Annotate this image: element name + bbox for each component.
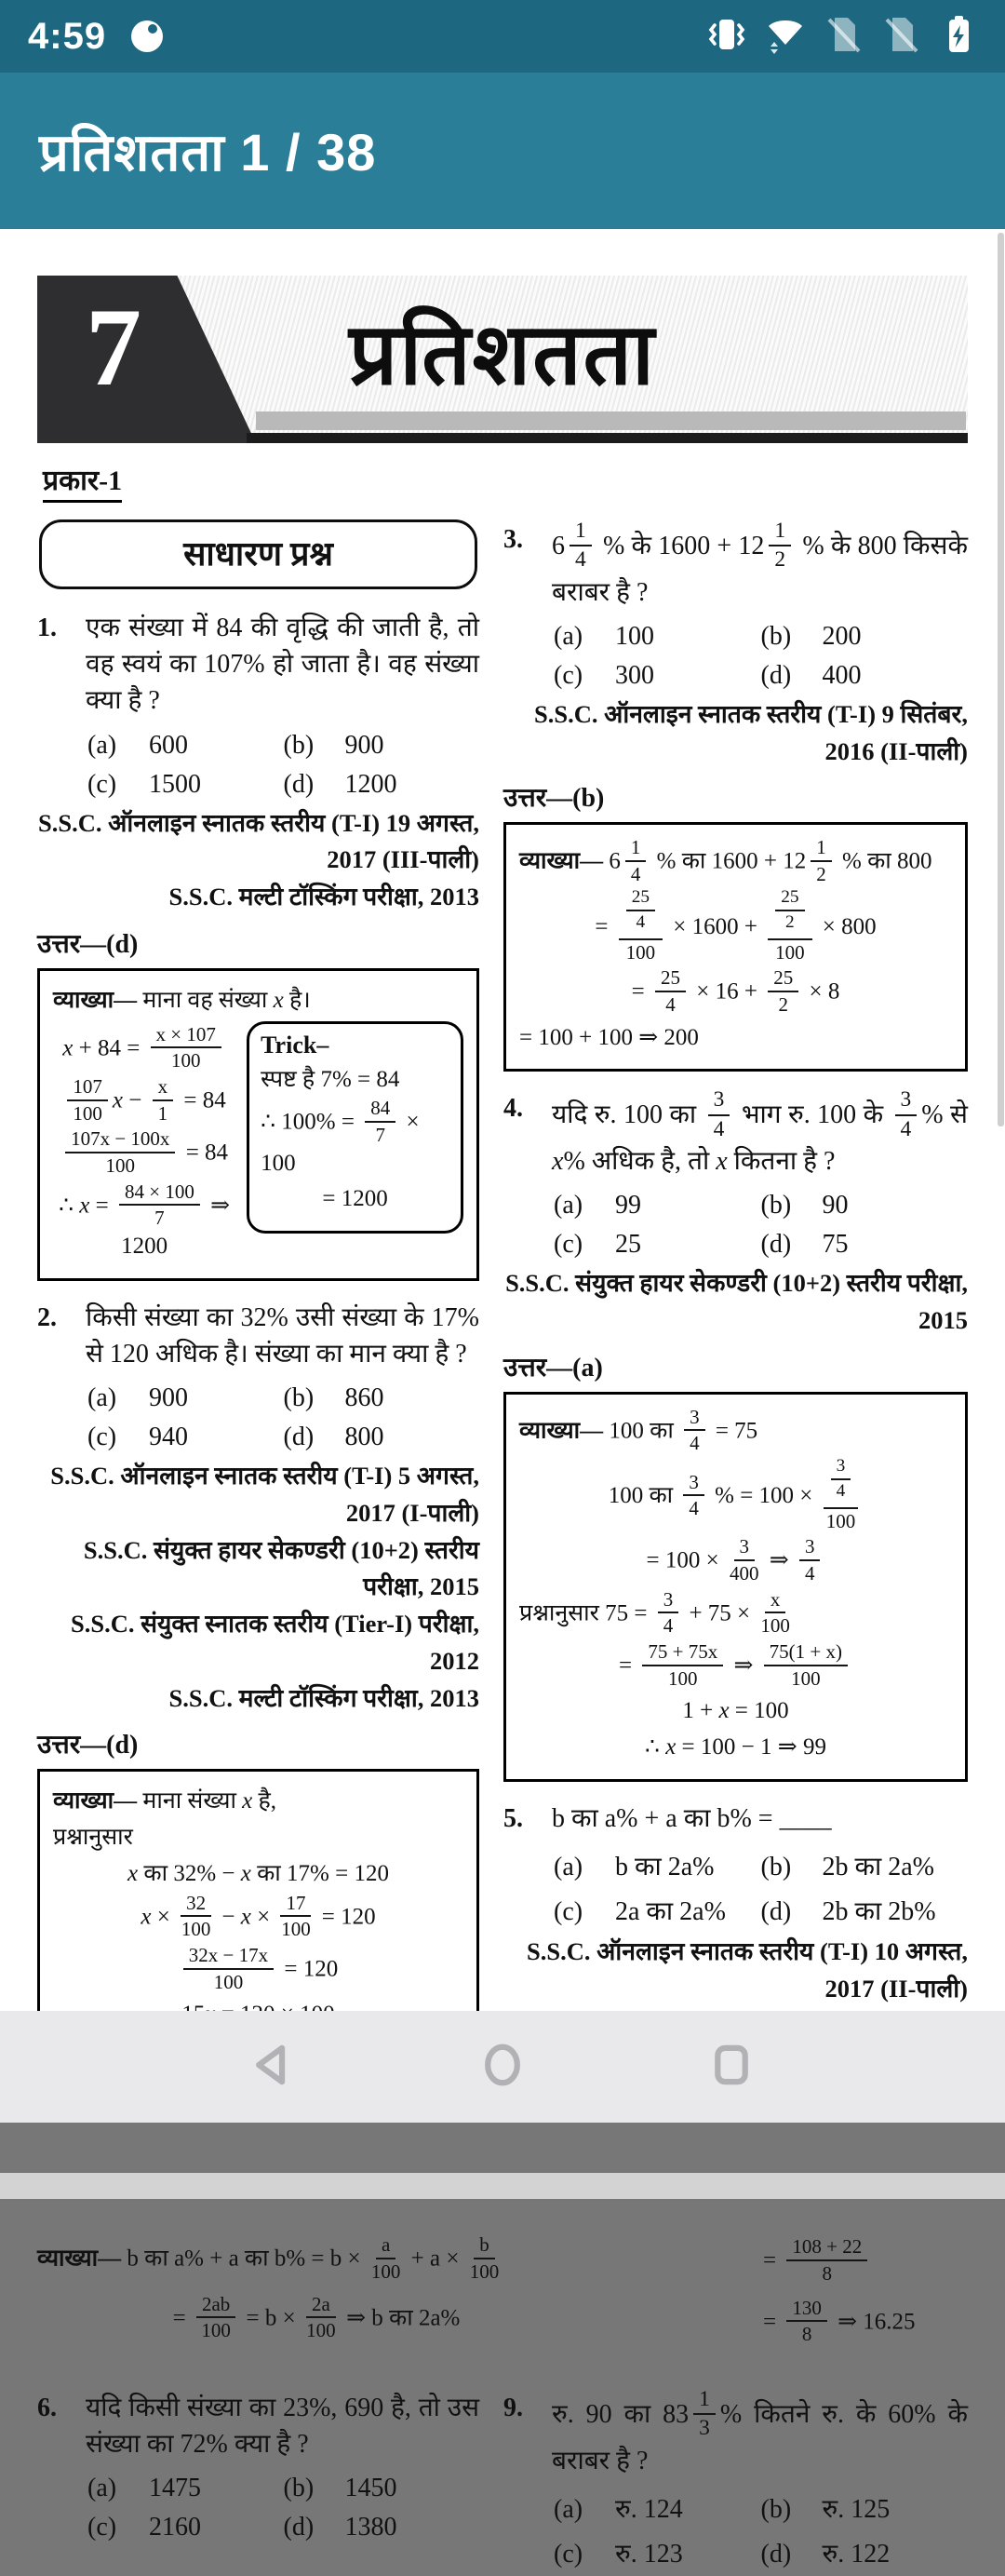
option-a: (a) रु. 124: [554, 2495, 683, 2524]
right-column: [503, 516, 968, 2060]
option-c: (c) 1500: [87, 769, 201, 799]
option-d: (d) 1380: [283, 2513, 397, 2542]
explanation-box-3: [503, 822, 968, 1072]
option-d: (d) 1200: [283, 769, 397, 799]
math-line: = $\frac{75 + 75x}{100}$ ⇒ $\frac{75(1 + x)}{100}$: [519, 1643, 952, 1691]
left-column: [37, 516, 479, 2123]
option-d: (d) 400: [760, 660, 862, 690]
sim-off-icon: [882, 13, 921, 61]
math-line: x × $\frac{32}{100}$ − x × $\frac{17}{100}$ = 120: [141, 1891, 376, 1941]
math-line: = $\frac{25}{4}$ × 16 + $\frac{25}{2}$ × 8: [631, 966, 840, 1016]
option-c: (c) रु. 123: [554, 2540, 683, 2569]
question-number: 3.: [503, 525, 523, 554]
math-line: = $\frac{130}{8}$ ⇒ 16.25: [763, 2296, 916, 2346]
exam-source: S.S.C. ऑनलाइन स्नातक स्तरीय (T-I) 5 अगस्त, 2017 (I-पाली): [50, 1462, 479, 1527]
option-d: (d) 800: [283, 1423, 384, 1452]
banner-gray-bar: [256, 411, 966, 430]
wifi-icon: [765, 13, 806, 61]
question-number: 2.: [37, 1302, 57, 1332]
back-button[interactable]: [248, 2041, 300, 2093]
math-line: प्रश्नानुसार 75 = $\frac{3}{4}$ + 75 × $\frac{x}{100}$: [519, 1587, 790, 1638]
option-a: (a) 99: [554, 1191, 641, 1221]
page-separator: [0, 2173, 1005, 2199]
question-number: 5.: [503, 1803, 523, 1833]
option-b: (b) 2b का 2a%: [760, 1853, 935, 1882]
option-d: (d) 75: [760, 1230, 849, 1260]
explanation-5: [37, 2225, 596, 2354]
option-b: (b) रु. 125: [760, 2495, 891, 2524]
banner-dark-bar: [247, 433, 968, 443]
option-a: (a) 100: [554, 621, 654, 651]
question-text: रु. 90 का 83 $\frac{1}{3}$ % कितने रु. के 60% के बराबर है ?: [552, 2387, 968, 2475]
question-5: [503, 1801, 968, 1934]
option-c: (c) 300: [554, 660, 654, 690]
question-text: 6 $\frac{1}{4}$ % के 1600 + 12 $\frac{1}{2}$ % के 800 किसके बराबर है ?: [552, 519, 968, 607]
scrollbar-thumb[interactable]: [998, 233, 1004, 1126]
recents-button[interactable]: [705, 2041, 757, 2093]
question-number: 4.: [503, 1094, 523, 1124]
option-a: (a) 900: [87, 1383, 188, 1413]
options: [552, 2490, 968, 2570]
trick-title: Trick–: [261, 1031, 329, 1059]
type-label: प्रकार-1: [43, 460, 122, 503]
math-line: व्याख्या— माना संख्या x है,: [53, 1788, 277, 1814]
exam-source: S.S.C. संयुक्त हायर सेकण्डरी (10+2) स्तरीय परीक्षा, 2015: [505, 1269, 968, 1334]
answer-label: उत्तर—(d): [37, 1731, 139, 1760]
option-c: (c) 940: [87, 1423, 188, 1452]
status-time: 4:59: [28, 15, 107, 57]
exam-source: S.S.C. संयुक्त स्नातक स्तरीय (Tier-I) परीक्षा, 2012: [71, 1610, 479, 1675]
question-text: यदि किसी संख्या का 23%, 690 है, तो उस संख्या का 72% क्या है ?: [86, 2394, 479, 2460]
solution-fragment: [763, 2225, 968, 2360]
option-a: (a) 1475: [87, 2474, 201, 2503]
status-bar: [0, 0, 1005, 73]
sim-off-icon: [824, 13, 864, 61]
question-1: [37, 610, 479, 805]
option-b: (b) 90: [760, 1191, 849, 1221]
question-4: [503, 1087, 968, 1265]
app-bar: [0, 73, 1005, 229]
math-line: = 100 × $\frac{3}{400}$ ⇒ $\frac{3}{4}$: [519, 1538, 952, 1585]
vibrate-icon: [707, 13, 746, 61]
math-line: $\frac{32x - 17x}{100}$ = 120: [53, 1947, 463, 1994]
question-text: b का a% + a का b% = ____: [552, 1803, 832, 1833]
document-page-1: [0, 229, 1005, 2123]
options: [552, 1191, 968, 1260]
math-line: x का 32% − x का 17% = 120: [127, 1860, 389, 1886]
explanation-box-4: [503, 1392, 968, 1782]
question-3: [503, 521, 968, 696]
exam-source: S.S.C. संयुक्त हायर सेकण्डरी (10+2) स्तरीय परीक्षा, 2015: [83, 1535, 479, 1601]
navigation-bar: [0, 2011, 1005, 2123]
question-text: किसी संख्या का 32% उसी संख्या के 17% से 120 अधिक है। संख्या का मान क्या है ?: [86, 1302, 479, 1369]
chapter-banner: [37, 276, 968, 443]
section-heading: साधारण प्रश्न: [39, 519, 477, 589]
math-line: = $\frac{108 + 22}{8}$: [763, 2238, 968, 2286]
option-c: (c) 25: [554, 1230, 641, 1260]
math-line: = 25 4 100 × 1600 + 25 2 100 × 800: [595, 886, 877, 964]
question-number: 6.: [37, 2394, 57, 2423]
home-icon: [478, 2041, 527, 2094]
options: [86, 2474, 479, 2542]
question-text: यदि रु. 100 का $\frac{3}{4}$ भाग रु. 100 के $\frac{3}{4}$ % से x% अधिक है, तो x कितना है ?: [552, 1087, 968, 1177]
question-2: [37, 1300, 479, 1458]
math-line: = 100 + 100 ⇒ 200: [519, 1024, 699, 1050]
battery-charging-icon: [940, 12, 977, 61]
exam-source: S.S.C. ऑनलाइन स्नातक स्तरीय (T-I) 19 अगस्त, 2017 (III-पाली): [38, 808, 479, 874]
options: [552, 622, 968, 691]
options: [86, 731, 479, 800]
math-line: प्रश्नानुसार: [53, 1825, 133, 1851]
exam-source: S.S.C. मल्टी टॉस्किंग परीक्षा, 2013: [168, 1683, 479, 1712]
chapter-number: 7: [86, 285, 141, 409]
math-line: व्याख्या— b का a% + a का b% = b × $\frac{a}{100}$ + a × $\frac{b}{100}$: [37, 2233, 500, 2284]
math-line: व्याख्या— माना वह संख्या x है।: [53, 987, 311, 1013]
question-text: एक संख्या में 84 की वृद्धि की जाती है, तो वह स्वयं का 107% हो जाता है। वह संख्या क्या है ?: [86, 614, 479, 716]
document-page-2: [0, 2199, 1005, 2576]
answer-label: उत्तर—(a): [503, 1353, 603, 1382]
explanation-box-1: [37, 968, 479, 1281]
option-b: (b) 1450: [283, 2474, 397, 2503]
math-line: स्पष्ट है 7% = 84: [261, 1066, 400, 1092]
question-number: 1.: [37, 614, 57, 642]
option-c: (c) 2160: [87, 2513, 201, 2542]
exam-source: S.S.C. ऑनलाइन स्नातक स्तरीय (T-I) 9 सितंबर, 2016 (II-पाली): [534, 699, 968, 765]
math-line: ∴ x = $\frac{84 \times 100}{7}$ ⇒ 1200: [59, 1180, 231, 1259]
exam-source: S.S.C. ऑनलाइन स्नातक स्तरीय (T-I) 10 अगस्त, 2017 (II-पाली): [527, 1937, 968, 2003]
options: [552, 1848, 968, 1928]
option-b: (b) 200: [760, 621, 862, 651]
option-d: (d) रु. 122: [760, 2540, 891, 2569]
math-line: व्याख्या— 100 का $\frac{3}{4}$ = 75: [519, 1405, 758, 1455]
option-c: (c) 2a का 2a%: [554, 1897, 726, 1927]
recents-icon: [707, 2041, 756, 2094]
math-line: = 1200: [322, 1186, 388, 1212]
math-line: = $\frac{2ab}{100}$ = b × $\frac{2a}{100}$ ⇒ b का 2a%: [172, 2292, 461, 2342]
options: [86, 1383, 479, 1452]
notification-app-icon: [127, 16, 168, 57]
math-line: ∴ x = 100 − 1 ⇒ 99: [645, 1734, 826, 1760]
exam-source: S.S.C. मल्टी टॉस्किंग परीक्षा, 2013: [168, 883, 479, 911]
trick-box: [247, 1021, 463, 1234]
math-line: ∴ 100% = $\frac{84}{7}$ × 100: [261, 1097, 420, 1176]
home-button[interactable]: [476, 2041, 529, 2093]
answer-label: उत्तर—(b): [503, 784, 605, 814]
document-viewer[interactable]: [0, 229, 1005, 2569]
math-line: $\frac{107}{100}$ x − $\frac{x}{1}$ = 84: [53, 1078, 235, 1126]
answer-label: उत्तर—(d): [37, 929, 139, 959]
math-line: 1 + x = 100: [682, 1698, 789, 1724]
question-9: [503, 2387, 968, 2576]
option-a: (a) b का 2a%: [554, 1853, 715, 1882]
option-b: (b) 900: [283, 730, 384, 760]
math-line: 100 का $\frac{3}{4}$ % = 100 × 3 4 100: [519, 1461, 952, 1533]
option-d: (d) 2b का 2b%: [760, 1897, 936, 1927]
option-a: (a) 600: [87, 730, 188, 760]
page-title: प्रतिशतता 1 / 38: [39, 123, 377, 182]
math-line: $\frac{107x - 100x}{100}$ = 84: [53, 1130, 235, 1178]
chapter-title: प्रतिशतता: [349, 307, 656, 402]
math-line: व्याख्या— 6 $\frac{1}{4}$ % का 1600 + 12 $\frac{1}{2}$ % का 800: [519, 836, 932, 886]
question-number: 9.: [503, 2394, 523, 2423]
math-line: x + 84 = $\frac{x \times 107}{100}$: [53, 1026, 235, 1073]
option-b: (b) 860: [283, 1383, 384, 1413]
question-6: [37, 2390, 479, 2548]
back-icon: [249, 2041, 298, 2094]
